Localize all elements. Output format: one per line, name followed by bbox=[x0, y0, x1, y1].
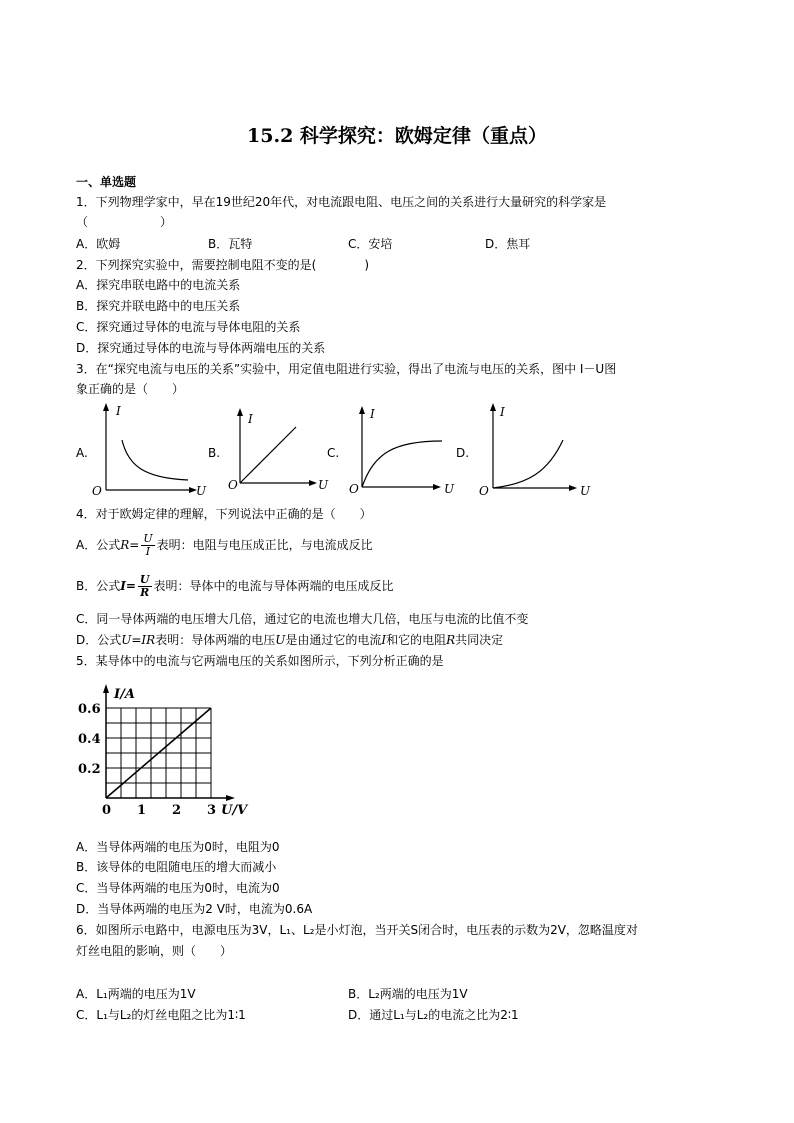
q5-stem: 5．某导体中的电流与它两端电压的关系如图所示，下列分析正确的是 bbox=[76, 654, 444, 668]
q4-b-numerator: U bbox=[139, 573, 150, 586]
q3-graph-b bbox=[226, 405, 336, 495]
q2-option-d: D．探究通过导体的电流与导体两端电压的关系 bbox=[76, 341, 326, 355]
q6-stem-line1: 6．如图所示电路中，电源电压为3V，L₁、L₂是小灯泡，当开关S闭合时，电压表的示数为2V，忽略温度对 bbox=[76, 923, 638, 937]
q6-option-b: B．L₂两端的电压为1V bbox=[348, 987, 468, 1001]
q4-d-prefix: D．公式 bbox=[76, 633, 122, 647]
q1-stem: 1．下列物理学家中，早在19世纪20年代，对电流跟电阻、电压之间的关系进行大量研究的科学家是 bbox=[76, 195, 607, 209]
q4-option-a bbox=[76, 530, 373, 560]
q3-label-d: D. bbox=[456, 446, 470, 460]
q1-option-d: D．焦耳 bbox=[485, 237, 531, 251]
q4-d-text-1: 表明：导体两端的电压 bbox=[155, 633, 276, 647]
x-axis-label: U/V bbox=[221, 803, 248, 818]
q6-option-a: A．L₁两端的电压为1V bbox=[76, 987, 196, 1001]
q3-graph-a bbox=[88, 400, 208, 500]
q4-b-denominator: R bbox=[140, 586, 150, 599]
q5-chart bbox=[76, 678, 296, 828]
q2-option-a: A．探究串联电路中的电流关系 bbox=[76, 278, 241, 292]
q3b-x-label: U bbox=[318, 478, 329, 492]
y-axis-label: I/A bbox=[114, 687, 135, 702]
q3d-origin: O bbox=[479, 484, 489, 498]
q4-option-c: C．同一导体两端的电压增大几倍，通过它的电流也增大几倍，电压与电流的比值不变 bbox=[76, 612, 529, 626]
section-heading: 一、单选题 bbox=[76, 175, 137, 189]
q4-a-fraction bbox=[141, 533, 154, 558]
q3-label-c: C. bbox=[327, 446, 340, 460]
q3-stem-line2: 象正确的是（ ） bbox=[76, 382, 185, 396]
q4-a-lhs: R= bbox=[120, 538, 140, 552]
q4-b-prefix: B．公式 bbox=[76, 579, 121, 593]
y-tick-label: 0.2 bbox=[78, 762, 101, 777]
q4-a-denominator: I bbox=[145, 545, 151, 558]
q3c-x-label: U bbox=[444, 482, 455, 496]
q2-option-c: C．探究通过导体的电流与导体电阻的关系 bbox=[76, 320, 301, 334]
q3a-y-label: I bbox=[116, 404, 121, 418]
q4-b-fraction bbox=[138, 574, 152, 599]
q4-a-text: 表明：电阻与电压成正比，与电流成反比 bbox=[156, 538, 373, 552]
q1-answer-paren: （ ） bbox=[76, 215, 173, 229]
q4-d-i: I bbox=[381, 633, 387, 647]
q3-label-b: B. bbox=[208, 446, 221, 460]
x-tick-label: 2 bbox=[172, 803, 182, 818]
q4-a-numerator: U bbox=[143, 532, 153, 545]
q3-label-a: A. bbox=[76, 446, 88, 460]
q4-d-text-3: 和它的电阻 bbox=[386, 633, 447, 647]
q6-option-c: C．L₁与L₂的灯丝电阻之比为1∶1 bbox=[76, 1008, 246, 1022]
q2-stem: 2．下列探究实验中，需要控制电阻不变的是( ) bbox=[76, 258, 370, 272]
q1-option-a: A．欧姆 bbox=[76, 237, 121, 251]
q6-stem-line2: 灯丝电阻的影响，则（ ） bbox=[76, 944, 233, 958]
q4-b-text: 表明：导体中的电流与导体两端的电压成反比 bbox=[153, 579, 394, 593]
q4-option-d bbox=[76, 633, 503, 647]
q4-option-b bbox=[76, 571, 394, 601]
q5-option-c: C．当导体两端的电压为0时，电流为0 bbox=[76, 881, 280, 895]
q3c-origin: O bbox=[349, 482, 359, 496]
q4-stem: 4．对于欧姆定律的理解，下列说法中正确的是（ ） bbox=[76, 507, 372, 521]
y-tick-label: 0.4 bbox=[78, 732, 101, 747]
page-title: 15.2 科学探究：欧姆定律（重点） bbox=[247, 125, 547, 147]
y-axis-arrow bbox=[103, 684, 109, 693]
q4-b-lhs: I= bbox=[120, 579, 136, 593]
x-axis-arrow bbox=[226, 795, 235, 801]
q3d-y-label: I bbox=[500, 405, 505, 419]
q3-graph-c bbox=[344, 403, 464, 498]
q4-d-u: U bbox=[275, 633, 286, 647]
x-tick-label: 0 bbox=[102, 803, 112, 818]
q4-a-prefix: A．公式 bbox=[76, 538, 121, 552]
q3-stem-line1: 3．在“探究电流与电压的关系”实验中，用定值电阻进行实验，得出了电流与电压的关系，图中 I－U图 bbox=[76, 362, 617, 376]
q3d-x-label: U bbox=[580, 484, 591, 498]
q4-d-r: R bbox=[446, 633, 456, 647]
q5-option-b: B．该导体的电阻随电压的增大而减小 bbox=[76, 860, 277, 874]
q3a-origin: O bbox=[92, 484, 102, 498]
y-tick-label: 0.6 bbox=[78, 702, 101, 717]
x-tick-label: 1 bbox=[137, 803, 147, 818]
q3-graph-d bbox=[478, 400, 598, 500]
q1-option-b: B．瓦特 bbox=[208, 237, 253, 251]
q3c-y-label: I bbox=[370, 407, 375, 421]
q3b-y-label: I bbox=[248, 412, 253, 426]
x-tick-label: 3 bbox=[207, 803, 217, 818]
q3a-x-label: U bbox=[196, 484, 207, 498]
q1-option-c: C．安培 bbox=[348, 237, 393, 251]
q3b-origin: O bbox=[228, 478, 238, 492]
q5-option-a: A．当导体两端的电压为0时，电阻为0 bbox=[76, 840, 280, 854]
q4-d-text-4: 共同决定 bbox=[455, 633, 504, 647]
q2-option-b: B．探究并联电路中的电压关系 bbox=[76, 299, 241, 313]
q6-option-d: D．通过L₁与L₂的电流之比为2∶1 bbox=[348, 1008, 519, 1022]
q4-d-formula: U=IR bbox=[121, 633, 156, 647]
q4-d-text-2: 是由通过它的电流 bbox=[285, 633, 382, 647]
q5-option-d: D．当导体两端的电压为2 V时，电流为0.6A bbox=[76, 902, 313, 916]
